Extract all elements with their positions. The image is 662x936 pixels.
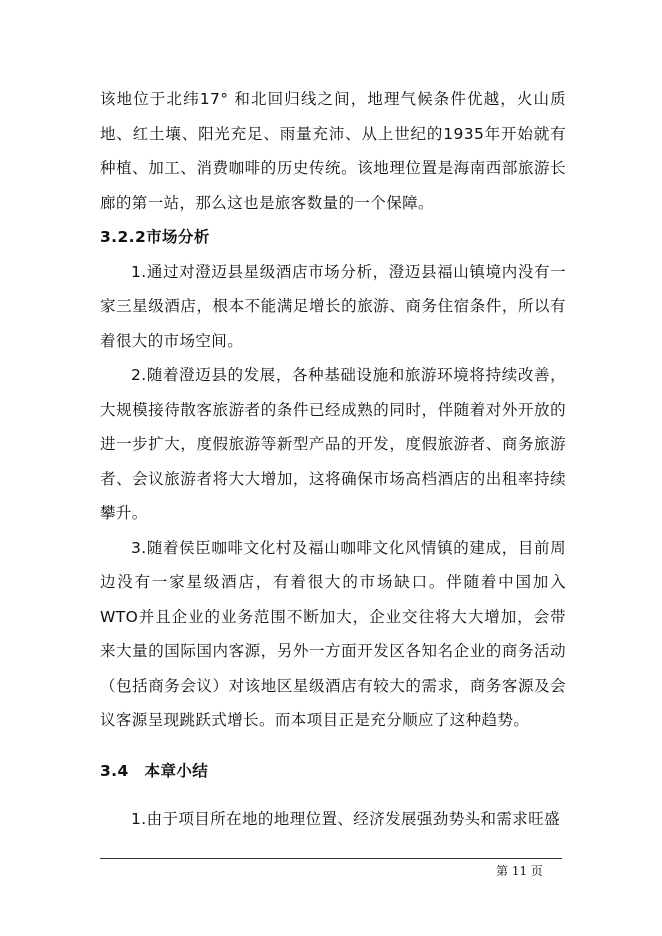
summary-point-1: 1.由于项目所在地的地理位置、经济发展强劲势头和需求旺盛 (131, 810, 560, 828)
market-point-1: 1.通过对澄迈县星级酒店市场分析，澄迈县福山镇境内没有一家三星级酒店，根本不能满足增长的旅游、商务住宿条件，所以有着很大的市场空间。 (100, 262, 566, 350)
page-number: 第 11 页 (496, 864, 543, 878)
footer-divider (100, 858, 562, 859)
market-point-2: 2.随着澄迈县的发展，各种基础设施和旅游环境将持续改善，大规模接待散客旅游者的条件已经成熟的同时，伴随着对外开放的进一步扩大，度假旅游等新型产品的开发，度假旅游者、商务旅游者、会议旅游者将大大增加，这将确保市场高档酒店的出租率持续攀升。 (100, 366, 566, 522)
body-text (100, 82, 566, 837)
intro-paragraph: 该地位于北纬17° 和北回归线之间，地理气候条件优越，火山质地、红土壤、阳光充足、雨量充沛、从上世纪的1935年开始就有种植、加工、消费咖啡的历史传统。该地理位置是海南西部旅游长廊的第一站，那么这也是旅客数量的一个保障。 (100, 90, 566, 212)
section-3-4-heading: 3.4 本章小结 (100, 761, 209, 780)
market-point-3: 3.随着侯臣咖啡文化村及福山咖啡文化风情镇的建成，目前周边没有一家星级酒店，有着很大的市场缺口。伴随着中国加入WTO并且企业的业务范围不断加大，企业交往将大大增加，会带来大量的国际国内客源，另外一方面开发区各知名企业的商务活动（包括商务会议）对该地区星级酒店有较大的需求，商务客源及会议客源呈现跳跃式增长。而本项目正是充分顺应了这种趋势。 (100, 538, 566, 729)
section-3-2-2-heading: 3.2.2市场分析 (100, 228, 210, 246)
